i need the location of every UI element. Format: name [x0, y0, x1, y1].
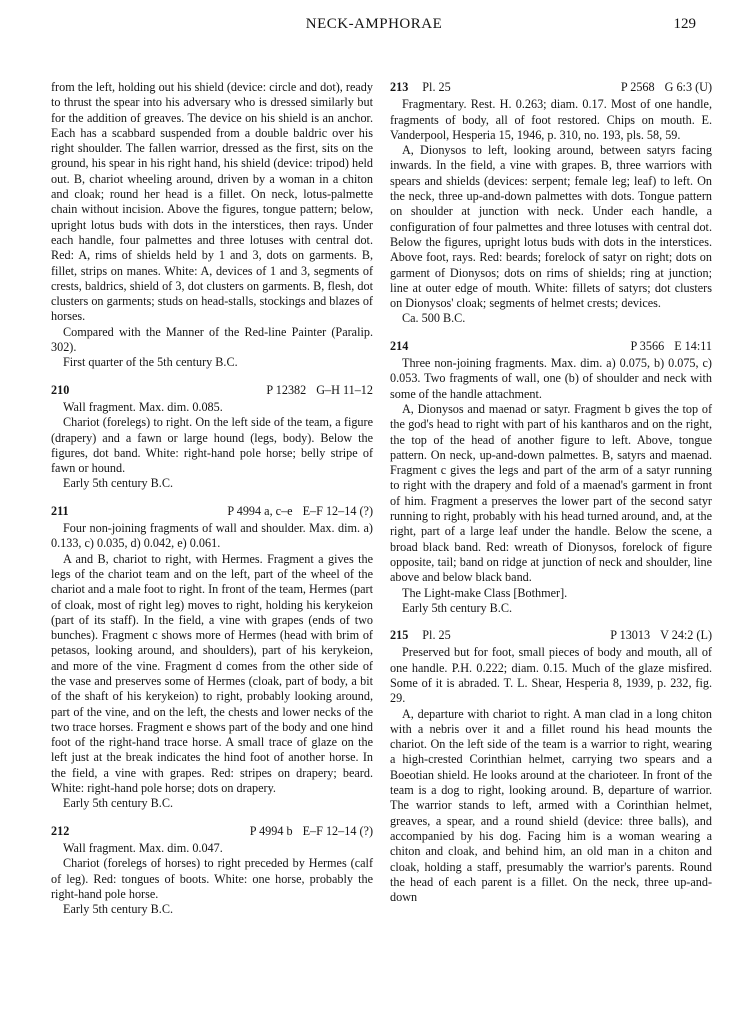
entry-date: Early 5th century B.C. [63, 476, 174, 491]
grid-reference: E–F 12–14 (?) [302, 823, 373, 838]
entry-paragraph: A and B, chariot to right, with Hermes. Fragment a gives the legs of the chariot team and on the left, part of the wheel of the chariot and a male foot to right. In front of the team, Hermes (part of cloak, most of right leg) moves to right, holding his kerykeion (part of its staff). In the field, a vine with grapes (ends of two bunches). Fragment c shows more of Hermes (head with brim of petasos, looking around, and shoulders), part of his kerykeion, and more of the vine. Fragment d comes from the other side of the vase and preserves some of Hermes (cloak, part of body, a bit of the shaft of his kerykeion) to right, probably looking around, part of the vine, and on the left, the chests and lower necks of the two trace horses. Fragment e shows part of the body and one hind foot of the right-hand trace horse. A small trace of glaze on the left just at the break indicates the hind foot of another horse. In the field, a vine with grapes. Red: stripes on drapery; beard. White: right-hand pole horse; dots on drapery. [51, 551, 373, 796]
entry-number: 210 [51, 382, 70, 397]
catalogue-entry-213 [390, 80, 712, 327]
entry-date: Early 5th century B.C. [402, 600, 513, 615]
entry-number: 211 [51, 503, 69, 518]
page-number: 129 [673, 16, 696, 32]
entry-heading [390, 628, 712, 643]
entry-number: 213 [390, 80, 409, 94]
entry-heading [51, 824, 373, 839]
grid-reference: V 24:2 (L) [660, 628, 712, 643]
continuation-paragraph: from the left, holding out his shield (device: circle and dot), ready to thrust the spear into his adversary who is dressed similarly but for the addition of greaves. The device on his shield is an anchor. Each has a scabbard suspended from a double baldric over his right shoulder. The fallen warrior, dressed as the first, sits on the ground, his spear in his right hand, his shield (device: tripod) held out. B, chariot wheeling around, driven by a woman in a chiton and cloak; round her head is a fillet. On neck, lotus-palmette chain without incision. Above the figures, tongue pattern; below, upright lotus buds with dots in the interstices, then rays. Under each handle, four palmettes and three lotuses with central dot. Red: A, rims of shields held by 1 and 3, dots on garments. B, fillet, strips on manes. White: A, devices of 1 and 3, segments of crests, baldrics, shield of 3, dot clusters on garments. B, flesh, dot clusters on garments; studs on head-stalls, stockings and blazes of horses. [51, 80, 373, 324]
entry-date: Early 5th century B.C. [63, 796, 174, 811]
entry-number: 212 [51, 823, 70, 838]
inventory-number: P 12382 [266, 382, 307, 397]
inventory-number: P 3566 [630, 338, 665, 353]
grid-reference: E–F 12–14 (?) [302, 503, 373, 518]
entry-date: Ca. 500 B.C. [402, 311, 466, 326]
plate-reference: Pl. 25 [422, 80, 451, 94]
catalogue-entry-210 [51, 383, 373, 492]
entry-paragraph: A, departure with chariot to right. A man clad in a long chiton with a nebris over it and a fillet round his head mounts the chariot. On the left side of the team is a warrior to right, wearing a high-crested Corinthian helmet, carrying two spears and a Boeotian shield. He looks around at the charioteer. In front of the team is a dog to right, looking around. B, departure of warrior. The warrior stands to left, armed with a Corinthian helmet, greaves, a spear, and a round shield (device: three balls), and accompanied by his dog. Facing him is a woman wearing a chiton and cloak, and behind him, an old man in a chiton and cloak, holding a staff, presumably the warrior's parents. Round the head of each parent is a fillet. On the neck, three up-and-down [390, 706, 712, 905]
entry-paragraph: A, Dionysos to left, looking around, between satyrs facing inwards. In the field, a vine with grapes. B, three warriors with spears and shields (devices: serpent; female leg; leaf) to left. On the neck, three up-and-down palmettes with dots. Tongue pattern on shoulder at junction with neck. Under each handle, a configuration of four palmettes and three lotuses with central dot. Below the figures, upright lotus buds with dots in the interstices. Above foot, rays. Red: beards; forelock of satyr on right; dots on garment of Dionysos; dots on rims of shields; ring at junction; line at outer edge of mouth. White: fillets of satyrs; dot clusters on Dionysos' cloak; segments of helmet crests; devices. [390, 143, 712, 311]
entry-heading [390, 339, 712, 354]
catalogue-entry-215 [390, 628, 712, 905]
entry-paragraph: Four non-joining fragments of wall and shoulder. Max. dim. a) 0.133, c) 0.035, d) 0.042, e) 0.061. [51, 521, 373, 551]
entry-date: Early 5th century B.C. [63, 902, 174, 917]
inventory-number: P 13013 [610, 628, 651, 643]
inventory-number: P 4994 b [249, 823, 293, 838]
grid-reference: G 6:3 (U) [664, 80, 712, 94]
entry-heading [51, 504, 373, 519]
entry-paragraph: Wall fragment. Max. dim. 0.085. [63, 399, 223, 414]
entry-number: 214 [390, 338, 409, 353]
entry-heading [51, 383, 373, 398]
entry-number: 215 [390, 628, 409, 643]
entry-paragraph: Fragmentary. Rest. H. 0.263; diam. 0.17. Most of one handle, fragments of body, all of foot restored. Chips on mouth. E. Vanderpool, Hesperia 15, 1946, p. 310, no. 193, pls. 58, 59. [390, 97, 712, 142]
grid-reference: G–H 11–12 [316, 382, 373, 397]
catalogue-entry-214 [390, 339, 712, 616]
right-column [390, 80, 712, 905]
entry-paragraph: Preserved but for foot, small pieces of body and mouth, all of one handle. P.H. 0.222; diam. 0.15. Much of the glaze misfired. Some of it is abraded. T. L. Shear, Hesperia 8, 1939, p. 232, fig. 29. [390, 645, 712, 706]
catalogue-entry-212 [51, 824, 373, 918]
continuation-paragraph: Compared with the Manner of the Red-line Painter (Paralip. 302). [51, 324, 373, 355]
entry-paragraph: Chariot (forelegs of horses) to right preceded by Hermes (calf of leg). Red: tongues of boots. White: one horse, probably the right-hand pole horse. [51, 856, 373, 901]
plate-reference: Pl. 25 [422, 628, 451, 643]
running-head [0, 10, 748, 40]
entry-heading [390, 80, 712, 95]
entry-attribution: The Light-make Class [Bothmer]. [402, 585, 568, 600]
entry-paragraph: Chariot (forelegs) to right. On the left side of the team, a figure (drapery) and a fawn or large hound (legs, body). Below the figures, dot band. White: right-hand pole horse; belly stripe of fawn or hound. [51, 415, 373, 476]
inventory-number: P 2568 [620, 80, 655, 94]
inventory-number: P 4994 a, c–e [227, 503, 293, 518]
left-column [51, 80, 373, 917]
entry-paragraph: A, Dionysos and maenad or satyr. Fragment b gives the top of the god's head to right with part of his kantharos and on the right, the top of the head of another figure to left. Above, tongue pattern. On neck, up-and-down palmettes. B, satyrs and maenad. Fragment c gives the legs and part of the arm of a satyr running to right with the drapery and fold of a maenad's garment in front of him. Fragment a preserves the lower part of the second satyr running to right, probably with his head turned around, and, at the right, part of a large leaf under the handle. Below the scene, a broad black band. Red: wreath of Dionysos, forelock of figure opposite, tail; band on ridge at junction of neck and shoulder, line above and below black band. [390, 401, 712, 585]
catalogue-entry-211 [51, 504, 373, 812]
grid-reference: E 14:11 [674, 338, 712, 353]
entry-paragraph: Wall fragment. Max. dim. 0.047. [63, 840, 223, 855]
running-title: NECK-AMPHORAE [305, 16, 443, 32]
continuation-date: First quarter of the 5th century B.C. [63, 355, 238, 370]
entry-paragraph: Three non-joining fragments. Max. dim. a) 0.075, b) 0.075, c) 0.053. Two fragments of wall, one (b) of shoulder and neck with some of the handle attachment. [390, 356, 712, 401]
